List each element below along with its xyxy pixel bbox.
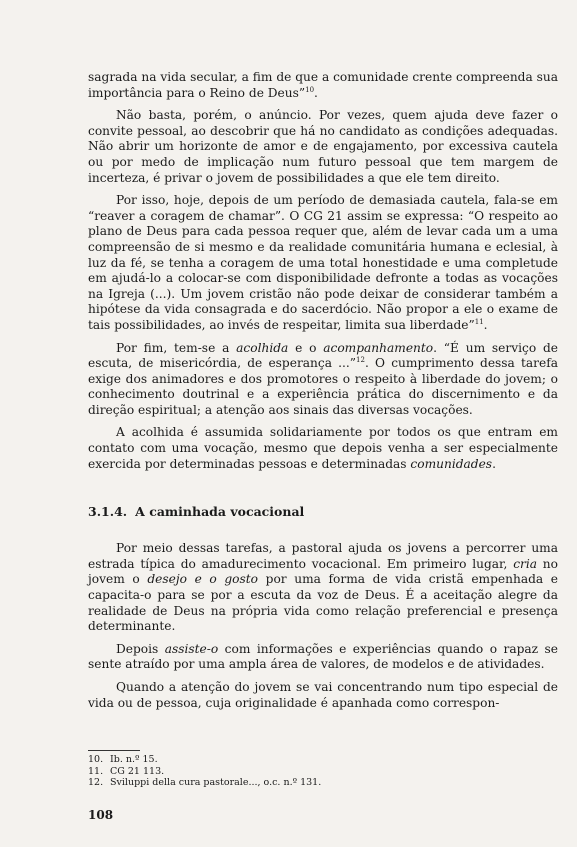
- footnote-item: [88, 766, 558, 778]
- paragraph-text: Por fim, tem-se a: [116, 340, 237, 355]
- footnote-divider: [88, 750, 140, 751]
- paragraph-text: . “É um serviço de escuta, de misericórdia, de esperança ...”: [88, 340, 558, 371]
- footnote-text: Sviluppi della cura pastorale..., o.c. n.º 131.: [110, 777, 322, 788]
- paragraph-text: no jovem o: [88, 556, 558, 587]
- paragraph-text: .: [483, 317, 488, 332]
- page-number: 108: [88, 808, 114, 822]
- paragraph-2: Não basta, porém, o anúncio. Por vezes, quem ajuda deve fazer o convite pessoal, ao descobrir que há no candidato as condições adequadas. Não abrir um horizonte de amor e de engajamento, por excessiva cautela ou por medo de implicação num futuro pessoal que tem margem de incerteza, é privar o jovem de possibilidades a que ele tem direito.: [88, 108, 558, 185]
- footnote-item: [88, 777, 558, 789]
- paragraph-text: . O cumprimento dessa tarefa exige dos animadores e dos promotores o respeito à liberdade do jovem; o conhecimento doutrinal e a experiência prática do discernimento e da direção espiritual; a atenção aos sinais das diversas vocações.: [88, 356, 559, 417]
- paragraph-5: [88, 425, 558, 472]
- paragraph-text: .: [314, 85, 318, 100]
- footnote-number: 12.: [88, 777, 104, 788]
- emphasis: acompanhamento: [323, 340, 434, 355]
- footnote-text: Ib. n.º 15.: [110, 754, 158, 765]
- paragraph-4: [88, 341, 558, 419]
- paragraph-text: com informações e experiências quando o rapaz se sente atraído por uma ampla área de valores, de modelos e de atividades.: [88, 641, 558, 672]
- footnote-text: CG 21 113.: [110, 765, 165, 777]
- paragraph-text: Por isso, hoje, depois de um período de demasiada cautela, fala-se em “reaver a coragem de chamar”. O CG 21 assim se expressa: “O respeito ao plano de Deus para cada pessoa requer que, além de levar cada um a uma compreensão de si mesmo e da realidade comunitária humana e eclesial, à luz da fé, se tenha a coragem de uma total honestidade e uma completude em ajudá-lo a colocar-se com disponibilidade defronte a todas as vocações na Igreja (...). Um jovem cristão não pode deixar de considerar também a hipótese da vida consagrada e do sacerdócio. Não propor a ele o exame de tais possibilidades, ao invés de respeitar, limita sua liberdade”: [88, 193, 558, 332]
- footnote-number: 11.: [88, 765, 104, 777]
- footnote-ref[interactable]: 12: [356, 356, 365, 365]
- section-number: 3.1.4.: [88, 504, 128, 520]
- paragraph-3: [88, 193, 558, 333]
- paragraph-8: Quando a atenção do jovem se vai concentrando num tipo especial de vida ou de pessoa, cuja originalidade é apanhada como correspon-: [88, 680, 558, 710]
- paragraph-text: Depois: [116, 641, 165, 656]
- emphasis: assiste-o: [164, 641, 219, 656]
- emphasis: desejo e o gosto: [147, 572, 259, 587]
- paragraph-text: .: [492, 456, 496, 471]
- footnote-ref[interactable]: 10: [305, 85, 315, 94]
- paragraph-text: Por meio dessas tarefas, a pastoral ajuda os jovens a percorrer uma estrada típica do amadurecimento vocacional. Em primeiro lugar,: [88, 541, 558, 571]
- section-heading: [88, 504, 558, 519]
- paragraph-1: [88, 70, 558, 101]
- emphasis: cria: [513, 556, 538, 571]
- paragraph-text: sagrada na vida secular, a fim de que a comunidade crente compreenda sua importância para o Reino de Deus”: [88, 70, 558, 100]
- footnote-number: 10.: [88, 754, 104, 765]
- section-title: A caminhada vocacional: [135, 504, 305, 520]
- paragraph-6: [88, 541, 558, 635]
- emphasis: comunidades: [410, 456, 493, 471]
- footnote-ref[interactable]: 11: [474, 317, 484, 326]
- footnote-item: [88, 754, 558, 766]
- paragraph-text: A acolhida é assumida solidariamente por todos os que entram em contato com uma vocação, mesmo que depois venha a ser especialmente exercida por determinadas pessoas e determinadas: [88, 425, 558, 471]
- paragraph-text: e o: [288, 340, 324, 355]
- emphasis: acolhida: [236, 340, 289, 355]
- footnotes: [88, 750, 558, 789]
- paragraph-text: por uma forma de vida cristã empenhada e capacita-o para se por a escuta da voz de Deus. É a aceitação alegre da realidade de Deus na própria vida como relação preferencial e presença determinante.: [88, 572, 558, 634]
- page-body: [88, 70, 558, 718]
- paragraph-7: [88, 642, 558, 673]
